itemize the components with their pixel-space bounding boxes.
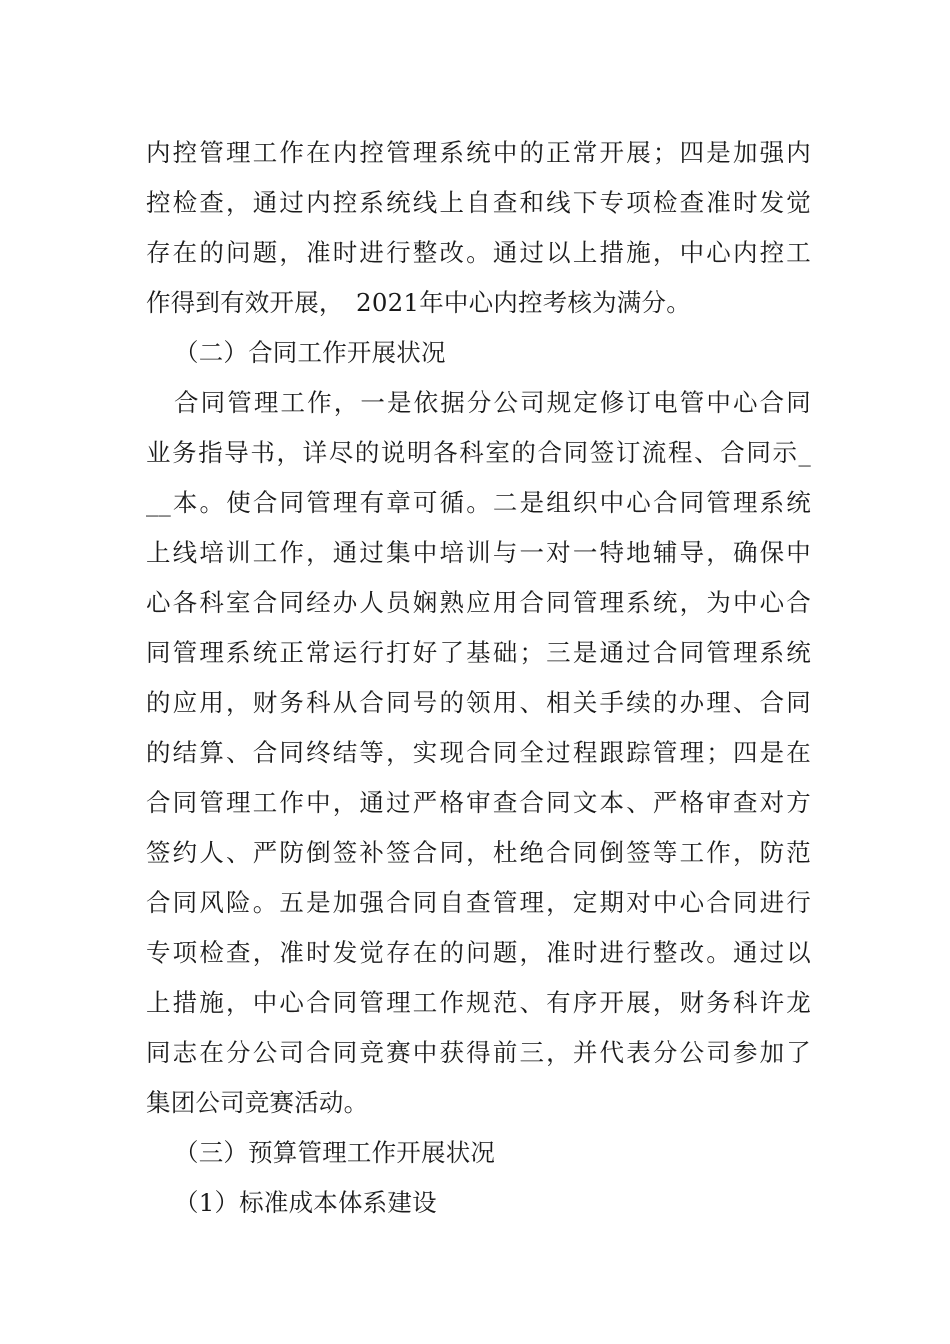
document-body <box>146 128 811 1228</box>
section-2-heading: （二）合同工作开展状况 <box>174 338 446 367</box>
paragraph-2-line-11: 合同风险。五是加强合同自查管理，定期对中心合同进行 <box>146 888 811 917</box>
paragraph-2-line-15: 集团公司竞赛活动。 <box>146 1088 369 1117</box>
paragraph-1-line-3: 存在的问题，准时进行整改。通过以上措施，中心内控工 <box>146 238 811 267</box>
paragraph-2-line-2: 业务指导书，详尽的说明各科室的合同签订流程、合同示_ <box>146 438 811 467</box>
paragraph-2-line-3: __本。使合同管理有章可循。二是组织中心合同管理系统 <box>146 488 811 517</box>
paragraph-2-line-5: 心各科室合同经办人员娴熟应用合同管理系统，为中心合 <box>146 588 811 617</box>
paragraph-1-line-1: 内控管理工作在内控管理系统中的正常开展；四是加强内 <box>146 138 811 167</box>
paragraph-2-line-1: 合同管理工作，一是依据分公司规定修订电管中心合同 <box>174 388 811 417</box>
paragraph-2-line-14: 同志在分公司合同竞赛中获得前三，并代表分公司参加了 <box>146 1038 811 1067</box>
paragraph-2-line-7: 的应用，财务科从合同号的领用、相关手续的办理、合同 <box>146 688 811 717</box>
paragraph-2-line-4: 上线培训工作，通过集中培训与一对一特地辅导，确保中 <box>146 538 811 567</box>
paragraph-2-line-6: 同管理系统正常运行打好了基础；三是通过合同管理系统 <box>146 638 811 667</box>
paragraph-2-line-12: 专项检查，准时发觉存在的问题，准时进行整改。通过以 <box>146 938 811 967</box>
paragraph-2-line-9: 合同管理工作中，通过严格审查合同文本、严格审查对方 <box>146 788 811 817</box>
paragraph-1-line-2: 控检查，通过内控系统线上自查和线下专项检查准时发觉 <box>146 188 811 217</box>
paragraph-1-line-4: 作得到有效开展， 2021年中心内控考核为满分。 <box>146 288 691 317</box>
subsection-1-heading: （1）标准成本体系建设 <box>174 1188 437 1217</box>
paragraph-2-line-13: 上措施，中心合同管理工作规范、有序开展，财务科许龙 <box>146 988 811 1017</box>
paragraph-2-line-8: 的结算、合同终结等，实现合同全过程跟踪管理；四是在 <box>146 738 811 767</box>
section-3-heading: （三）预算管理工作开展状况 <box>174 1138 496 1167</box>
paragraph-2-line-10: 签约人、严防倒签补签合同，杜绝合同倒签等工作，防范 <box>146 838 811 867</box>
